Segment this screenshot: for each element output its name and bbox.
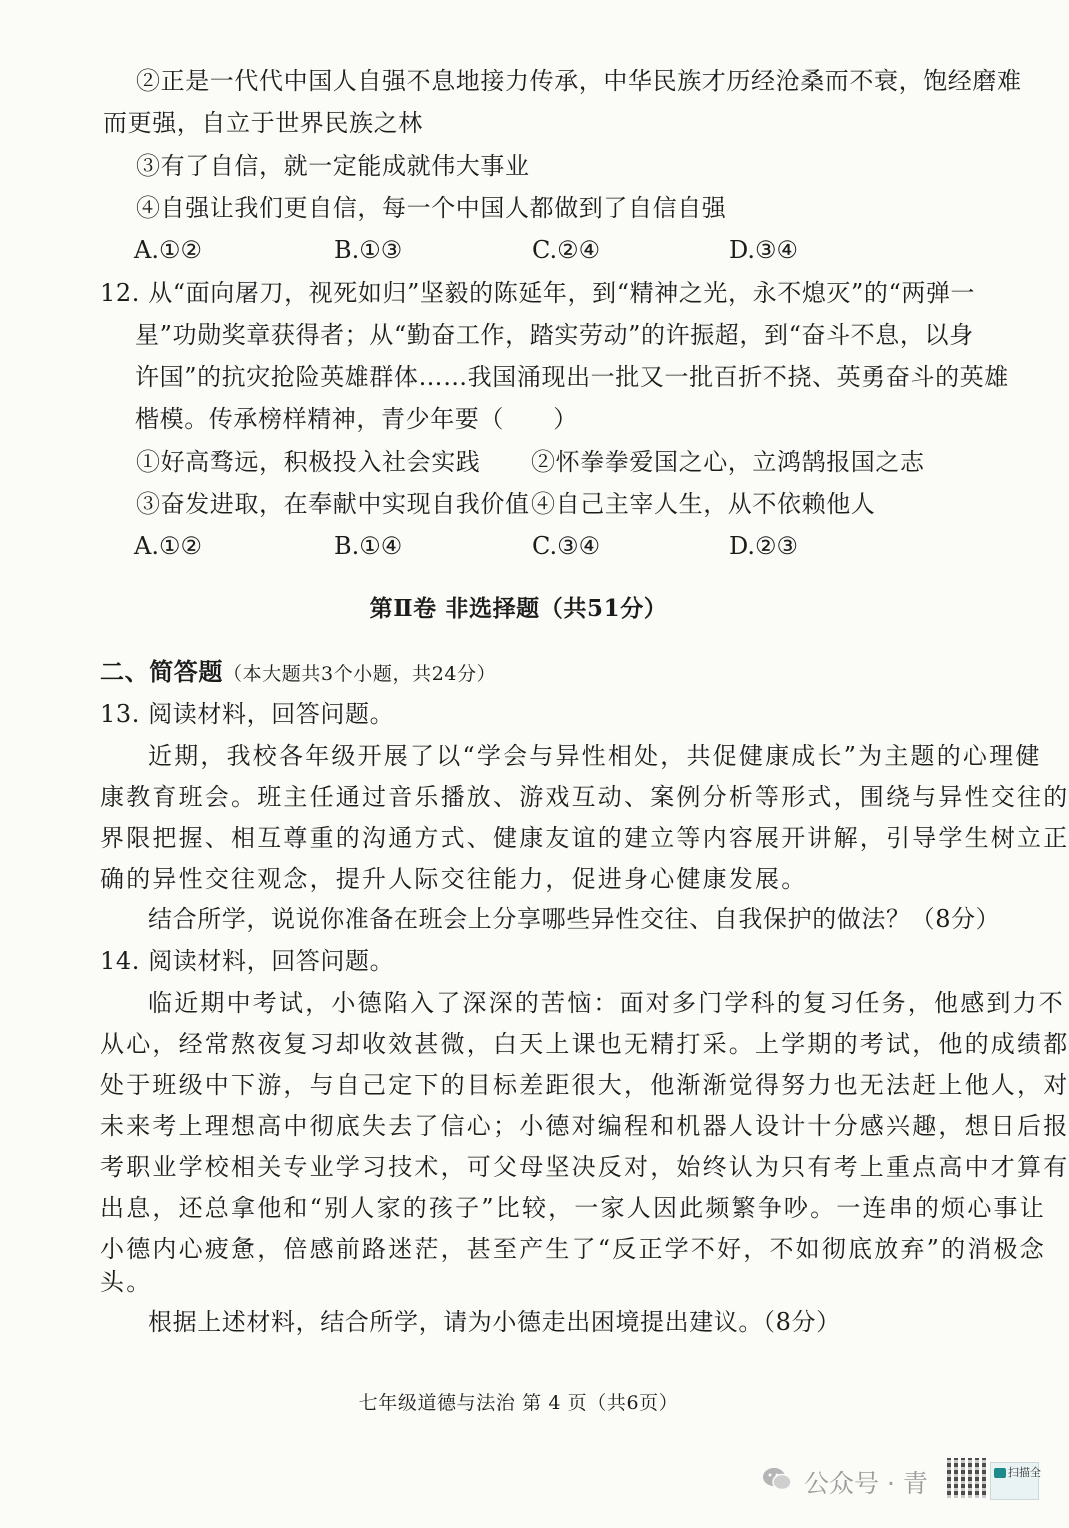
q12-option-b: B.①④ (334, 532, 403, 560)
q12-option-c: C.③④ (532, 532, 601, 560)
q11-option-b: B.①③ (334, 236, 403, 264)
q11-statement-2-line1: ②正是一代代中国人自强不息地接力传承，中华民族才历经沧桑而不衰，饱经磨难 (136, 67, 1022, 95)
q14-material-line3: 处于班级中下游，与自己定下的目标差距很大，他渐渐觉得努力也无法赶上他人，对 (100, 1071, 1069, 1099)
q13-title: 13. 阅读材料，回答问题。 (100, 700, 395, 728)
scan-badge-text: 扫描全 (1008, 1466, 1041, 1479)
q13-material-line3: 界限把握、相互尊重的沟通方式、健康友谊的建立等内容展开讲解，引导学生树立正 (100, 824, 1069, 852)
q12-option-a: A.①② (134, 532, 202, 560)
q11-statement-2-line2: 而更强，自立于世界民族之林 (103, 109, 423, 137)
q12-stem-line4: 楷模。传承榜样精神，青少年要（ ） (135, 405, 578, 433)
q14-material-line7: 小德内心疲惫，倍感前路迷茫，甚至产生了“反正学不好，不如彻底放弃”的消极念 (100, 1235, 1046, 1263)
q12-statement-2: ②怀拳拳爱国之心，立鸿鹄报国之志 (531, 448, 925, 476)
q14-material-line2: 从心，经常熬夜复习却收效甚微，白天上课也无精打采。上学期的考试，他的成绩都 (100, 1030, 1069, 1058)
q14-material-line5: 考职业学校相关专业学习技术，可父母坚决反对，始终认为只有考上重点高中才算有 (100, 1153, 1069, 1181)
q11-statement-3: ③有了自信，就一定能成就伟大事业 (136, 152, 530, 180)
q14-title: 14. 阅读材料，回答问题。 (100, 947, 395, 975)
q14-material-line6: 出息，还总拿他和“别人家的孩子”比较，一家人因此频繁争吵。一连串的烦心事让 (100, 1194, 1046, 1222)
qr-code-overlay (947, 1458, 987, 1498)
part-2-heading-label: 二、简答题 (100, 657, 223, 686)
q13-material-line2: 康教育班会。班主任通过音乐播放、游戏互动、案例分析等形式，围绕与异性交往的 (100, 783, 1069, 811)
q12-stem-line2: 星”功勋奖章获得者；从“勤奋工作，踏实劳动”的许振超，到“奋斗不息，以身 (135, 321, 974, 349)
q12-stem-line3: 许国”的抗灾抢险英雄群体……我国涌现出一批又一批百折不挠、英勇奋斗的英雄 (135, 363, 1009, 391)
q14-material-line8: 头。 (100, 1268, 153, 1296)
q14-material-line1: 临近期中考试，小德陷入了深深的苦恼：面对多门学科的复习任务，他感到力不 (148, 989, 1065, 1017)
q11-option-c: C.②④ (532, 236, 601, 264)
q12-statement-3: ③奋发进取，在奉献中实现自我价值 (136, 490, 530, 518)
q13-question: 结合所学，说说你准备在班会上分享哪些异性交往、自我保护的做法？（8分） (148, 905, 1001, 933)
q14-question: 根据上述材料，结合所学，请为小德走出困境提出建议。（8分） (148, 1308, 841, 1336)
q12-statement-4: ④自己主宰人生，从不依赖他人 (531, 490, 876, 518)
q13-material-line1: 近期，我校各年级开展了以“学会与异性相处，共促健康成长”为主题的心理健 (148, 742, 1042, 770)
q13-material-line4: 确的异性交往观念，提升人际交往能力，促进身心健康发展。 (100, 865, 808, 893)
q11-option-d: D.③④ (729, 236, 799, 264)
q11-statement-4: ④自强让我们更自信，每一个中国人都做到了自信自强 (136, 194, 727, 222)
scan-logo-icon (994, 1468, 1006, 1478)
q12-statement-1: ①好高骛远，积极投入社会实践 (136, 448, 481, 476)
q14-material-line4: 未来考上理想高中彻底失去了信心；小德对编程和机器人设计十分感兴趣，想日后报 (100, 1112, 1069, 1140)
watermark (742, 1440, 1041, 1528)
page-footer: 七年级道德与法治 第 4 页（共6页） (358, 1392, 679, 1414)
part-2-heading-note: （本大题共3个小题，共24分） (223, 663, 497, 685)
q12-stem-line1: 12. 从“面向屠刀，视死如归”坚毅的陈延年，到“精神之光，永不熄灭”的“两弹一 (100, 279, 976, 307)
scan-badge (990, 1462, 1039, 1500)
wechat-icon (762, 1466, 792, 1492)
q11-option-a: A.①② (134, 236, 202, 264)
section-2-title: 第Ⅱ卷 非选择题（共51分） (369, 595, 668, 622)
q12-option-d: D.②③ (729, 532, 799, 560)
watermark-text: 公众号 · 青 (804, 1469, 928, 1498)
part-2-heading (100, 657, 496, 689)
